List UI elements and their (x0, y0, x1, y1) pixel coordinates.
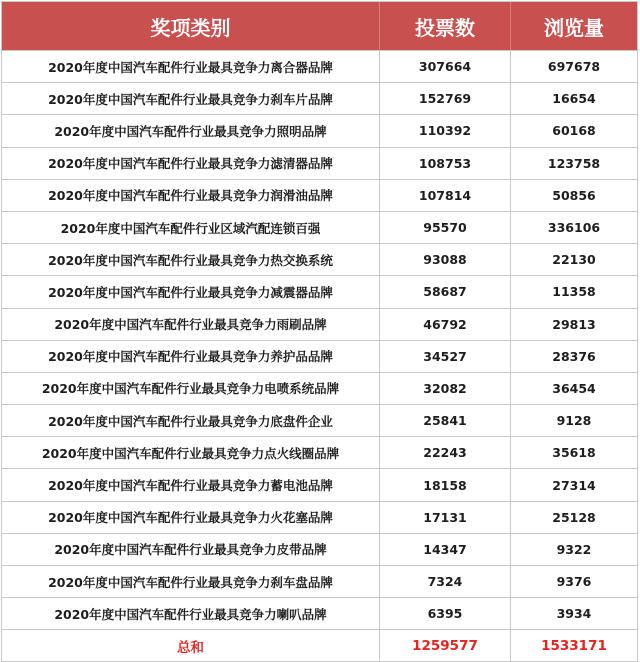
row-views: 123758 (547, 155, 601, 171)
row-views: 9376 (556, 574, 592, 590)
row-views: 3934 (556, 606, 592, 622)
row-category: 2020年度中国汽车配件行业最具竞争力底盘件企业 (2, 405, 380, 436)
row-category: 2020年度中国汽车配件行业最具竞争力刹车片品牌 (2, 83, 380, 114)
row-category: 2020年度中国汽车配件行业最具竞争力离合器品牌 (2, 51, 380, 82)
row-votes: 7324 (380, 566, 511, 597)
table-row (2, 308, 637, 340)
row-views: 25128 (552, 509, 596, 525)
row-views: 60168 (552, 123, 596, 139)
table-body (2, 50, 637, 629)
total-views: 1533171 (541, 637, 607, 654)
row-votes: 34527 (380, 341, 511, 372)
row-votes: 46792 (380, 309, 511, 340)
table-row (2, 275, 637, 307)
row-views: 36454 (552, 380, 596, 396)
row-category: 2020年度中国汽车配件行业最具竞争力刹车盘品牌 (2, 566, 380, 597)
row-votes: 107814 (380, 180, 511, 211)
row-votes: 18158 (380, 469, 511, 500)
row-views: 9322 (556, 541, 592, 557)
total-row (2, 629, 637, 661)
row-views: 50856 (552, 187, 596, 203)
row-views: 27314 (552, 477, 596, 493)
row-category: 2020年度中国汽车配件行业最具竞争力润滑油品牌 (2, 180, 380, 211)
row-votes: 25841 (380, 405, 511, 436)
table-row (2, 501, 637, 533)
row-category: 2020年度中国汽车配件行业最具竞争力点火线圈品牌 (2, 437, 380, 468)
table-row (2, 50, 637, 82)
total-label: 总和 (2, 630, 380, 661)
row-views: 29813 (552, 316, 596, 332)
table-row (2, 147, 637, 179)
table-row (2, 468, 637, 500)
total-votes: 1259577 (380, 630, 511, 661)
table-row (2, 179, 637, 211)
table-row (2, 533, 637, 565)
row-category: 2020年度中国汽车配件行业最具竞争力滤清器品牌 (2, 148, 380, 179)
row-votes: 307664 (380, 51, 511, 82)
row-views: 28376 (552, 348, 596, 364)
row-views: 22130 (552, 252, 596, 268)
row-votes: 17131 (380, 502, 511, 533)
row-votes: 152769 (380, 83, 511, 114)
row-category: 2020年度中国汽车配件行业最具竞争力照明品牌 (2, 115, 380, 146)
row-views: 16654 (552, 91, 596, 107)
table-row (2, 114, 637, 146)
table-row (2, 340, 637, 372)
row-views: 11358 (552, 284, 596, 300)
awards-table (1, 1, 638, 662)
row-category: 2020年度中国汽车配件行业最具竞争力蓄电池品牌 (2, 469, 380, 500)
table-row (2, 404, 637, 436)
row-votes: 93088 (380, 244, 511, 275)
row-views: 336106 (547, 220, 601, 236)
table-row (2, 597, 637, 629)
row-category: 2020年度中国汽车配件行业区域汽配连锁百强 (2, 212, 380, 243)
row-votes: 22243 (380, 437, 511, 468)
header-category: 奖项类别 (2, 2, 380, 50)
row-votes: 58687 (380, 276, 511, 307)
row-views: 9128 (556, 413, 592, 429)
row-votes: 32082 (380, 373, 511, 404)
row-votes: 110392 (380, 115, 511, 146)
row-category: 2020年度中国汽车配件行业最具竞争力养护品品牌 (2, 341, 380, 372)
table-row (2, 565, 637, 597)
row-category: 2020年度中国汽车配件行业最具竞争力雨刷品牌 (2, 309, 380, 340)
header-votes: 投票数 (380, 2, 511, 50)
row-category: 2020年度中国汽车配件行业最具竞争力电喷系统品牌 (2, 373, 380, 404)
row-category: 2020年度中国汽车配件行业最具竞争力喇叭品牌 (2, 598, 380, 629)
header-views: 浏览量 (544, 15, 604, 40)
row-votes: 108753 (380, 148, 511, 179)
row-votes: 6395 (380, 598, 511, 629)
row-views: 697678 (547, 59, 601, 75)
row-category: 2020年度中国汽车配件行业最具竞争力火花塞品牌 (2, 502, 380, 533)
row-views: 35618 (552, 445, 596, 461)
table-row (2, 243, 637, 275)
table-row (2, 372, 637, 404)
table-header (2, 2, 637, 50)
table-row (2, 436, 637, 468)
table-row (2, 82, 637, 114)
row-votes: 14347 (380, 534, 511, 565)
row-category: 2020年度中国汽车配件行业最具竞争力热交换系统 (2, 244, 380, 275)
table-row (2, 211, 637, 243)
row-category: 2020年度中国汽车配件行业最具竞争力皮带品牌 (2, 534, 380, 565)
row-category: 2020年度中国汽车配件行业最具竞争力减震器品牌 (2, 276, 380, 307)
row-votes: 95570 (380, 212, 511, 243)
